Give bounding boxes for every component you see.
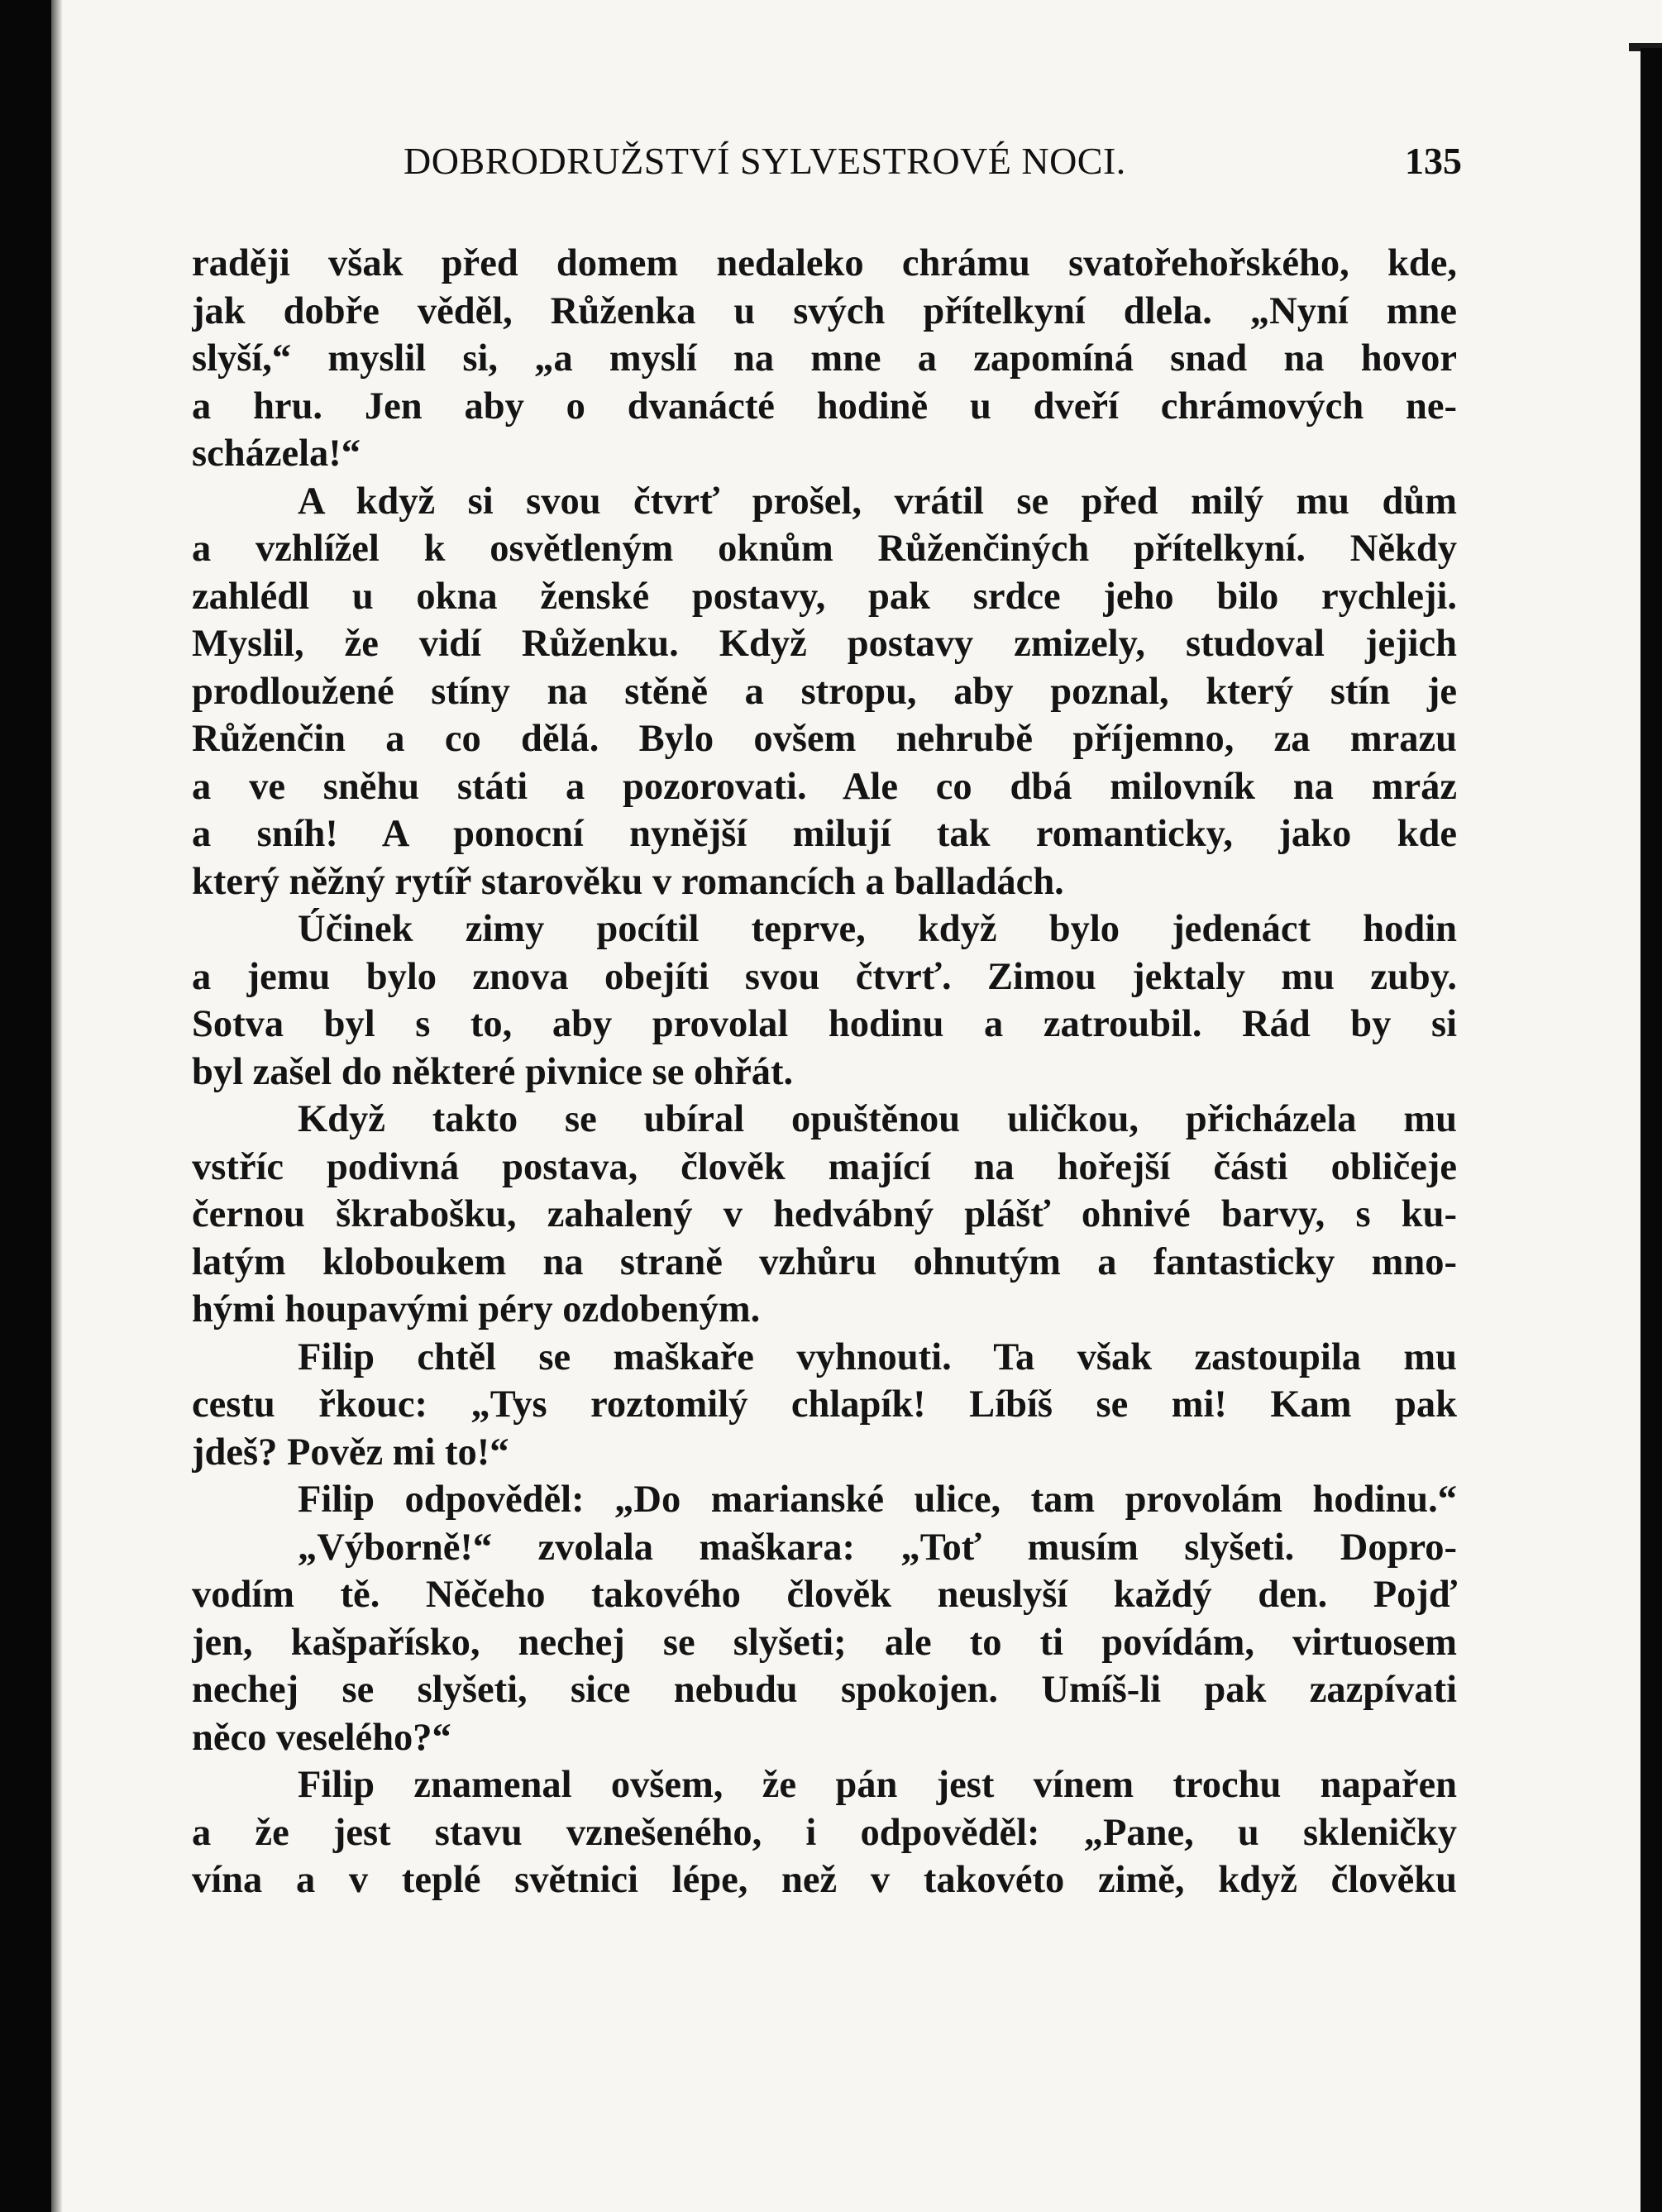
- page-number: 135: [1405, 140, 1462, 182]
- text-line: zahlédl u okna ženské postavy, pak srdce jeho bilo rychleji.: [192, 575, 1457, 618]
- running-title: DOBRODRUŽSTVÍ SYLVESTROVÉ NOCI.: [404, 140, 1126, 182]
- text-line: latým kloboukem na straně vzhůru ohnutým a fantasticky mno-: [192, 1240, 1457, 1283]
- binding-edge: [0, 0, 51, 2212]
- binding-shadow: [51, 0, 63, 2212]
- text-line: „Výborně!“ zvolala maškara: „Toť musím slyšeti. Dopro-: [298, 1526, 1457, 1569]
- body-text: [192, 240, 1457, 1904]
- text-line: vodím tě. Něčeho takového člověk neuslyší každý den. Pojď: [192, 1574, 1457, 1616]
- text-line: byl zašel do některé pivnice se ohřát.: [192, 1050, 794, 1093]
- text-line: a jemu bylo znova obejíti svou čtvrť. Zimou jektaly mu zuby.: [192, 955, 1457, 998]
- text-line: Účinek zimy pocítil teprve, když bylo jedenáct hodin: [298, 908, 1457, 950]
- text-line: Růženčin a co dělá. Bylo ovšem nehrubě příjemno, za mrazu: [192, 718, 1457, 760]
- text-line: Filip znamenal ovšem, že pán jest vínem trochu napařen: [298, 1764, 1457, 1806]
- text-line: slyší,“ myslil si, „a myslí na mne a zapomíná snad na hovor: [192, 337, 1457, 380]
- text-line: cestu řkouc: „Tys roztomilý chlapík! Líbíš se mi! Kam pak: [192, 1383, 1457, 1426]
- text-line: scházela!“: [192, 432, 361, 475]
- text-line: hými houpavými péry ozdobeným.: [192, 1288, 761, 1331]
- text-line: jak dobře věděl, Růženka u svých přítelkyní dlela. „Nyní mne: [192, 289, 1457, 332]
- text-line: a že jest stavu vznešeného, i odpověděl: „Pane, u skleničky: [192, 1811, 1457, 1854]
- text-line: Sotva byl s to, aby provolal hodinu a zatroubil. Rád by si: [192, 1003, 1457, 1045]
- text-line: A když si svou čtvrť prošel, vrátil se před milý mu dům: [298, 480, 1457, 523]
- scanner-edge: [1641, 48, 1662, 2212]
- page-header: [404, 139, 1462, 197]
- text-line: prodloužené stíny na stěně a stropu, aby poznal, který stín je: [192, 670, 1457, 713]
- text-line: a vzhlížel k osvětleným oknům Růženčiných přítelkyní. Někdy: [192, 528, 1457, 570]
- text-line: nechej se slyšeti, sice nebudu spokojen. Umíš-li pak zazpívati: [192, 1669, 1457, 1711]
- text-line: raději však před domem nedaleko chrámu svatořehořského, kde,: [192, 242, 1457, 284]
- text-line: něco veselého?“: [192, 1716, 451, 1759]
- text-line: Když takto se ubíral opuštěnou uličkou, přicházela mu: [298, 1098, 1457, 1140]
- text-line: a ve sněhu státi a pozorovati. Ale co dbá milovník na mráz: [192, 765, 1457, 808]
- text-line: černou škrabošku, zahalený v hedvábný plášť ohnivé barvy, s ku-: [192, 1193, 1457, 1235]
- text-line: vstříc podivná postava, člověk mající na hořejší části obličeje: [192, 1145, 1457, 1188]
- text-line: jen, kašpařísko, nechej se slyšeti; ale to ti povídám, virtuosem: [192, 1621, 1457, 1664]
- text-line: Myslil, že vidí Růženku. Když postavy zmizely, studoval jejich: [192, 623, 1457, 665]
- text-line: Filip chtěl se maškaře vyhnouti. Ta však zastoupila mu: [298, 1335, 1457, 1378]
- text-line: vína a v teplé světnici lépe, než v takovéto zimě, když člověku: [192, 1859, 1457, 1901]
- text-line: Filip odpověděl: „Do marianské ulice, tam provolám hodinu.“: [298, 1479, 1457, 1521]
- text-line: který něžný rytíř starověku v romancích a balladách.: [192, 860, 1064, 903]
- text-line: a hru. Jen aby o dvanácté hodině u dveří chrámových ne-: [192, 385, 1457, 428]
- text-line: jdeš? Pověz mi to!“: [192, 1431, 509, 1474]
- text-line: a sníh! A ponocní nynější milují tak romanticky, jako kde: [192, 813, 1457, 855]
